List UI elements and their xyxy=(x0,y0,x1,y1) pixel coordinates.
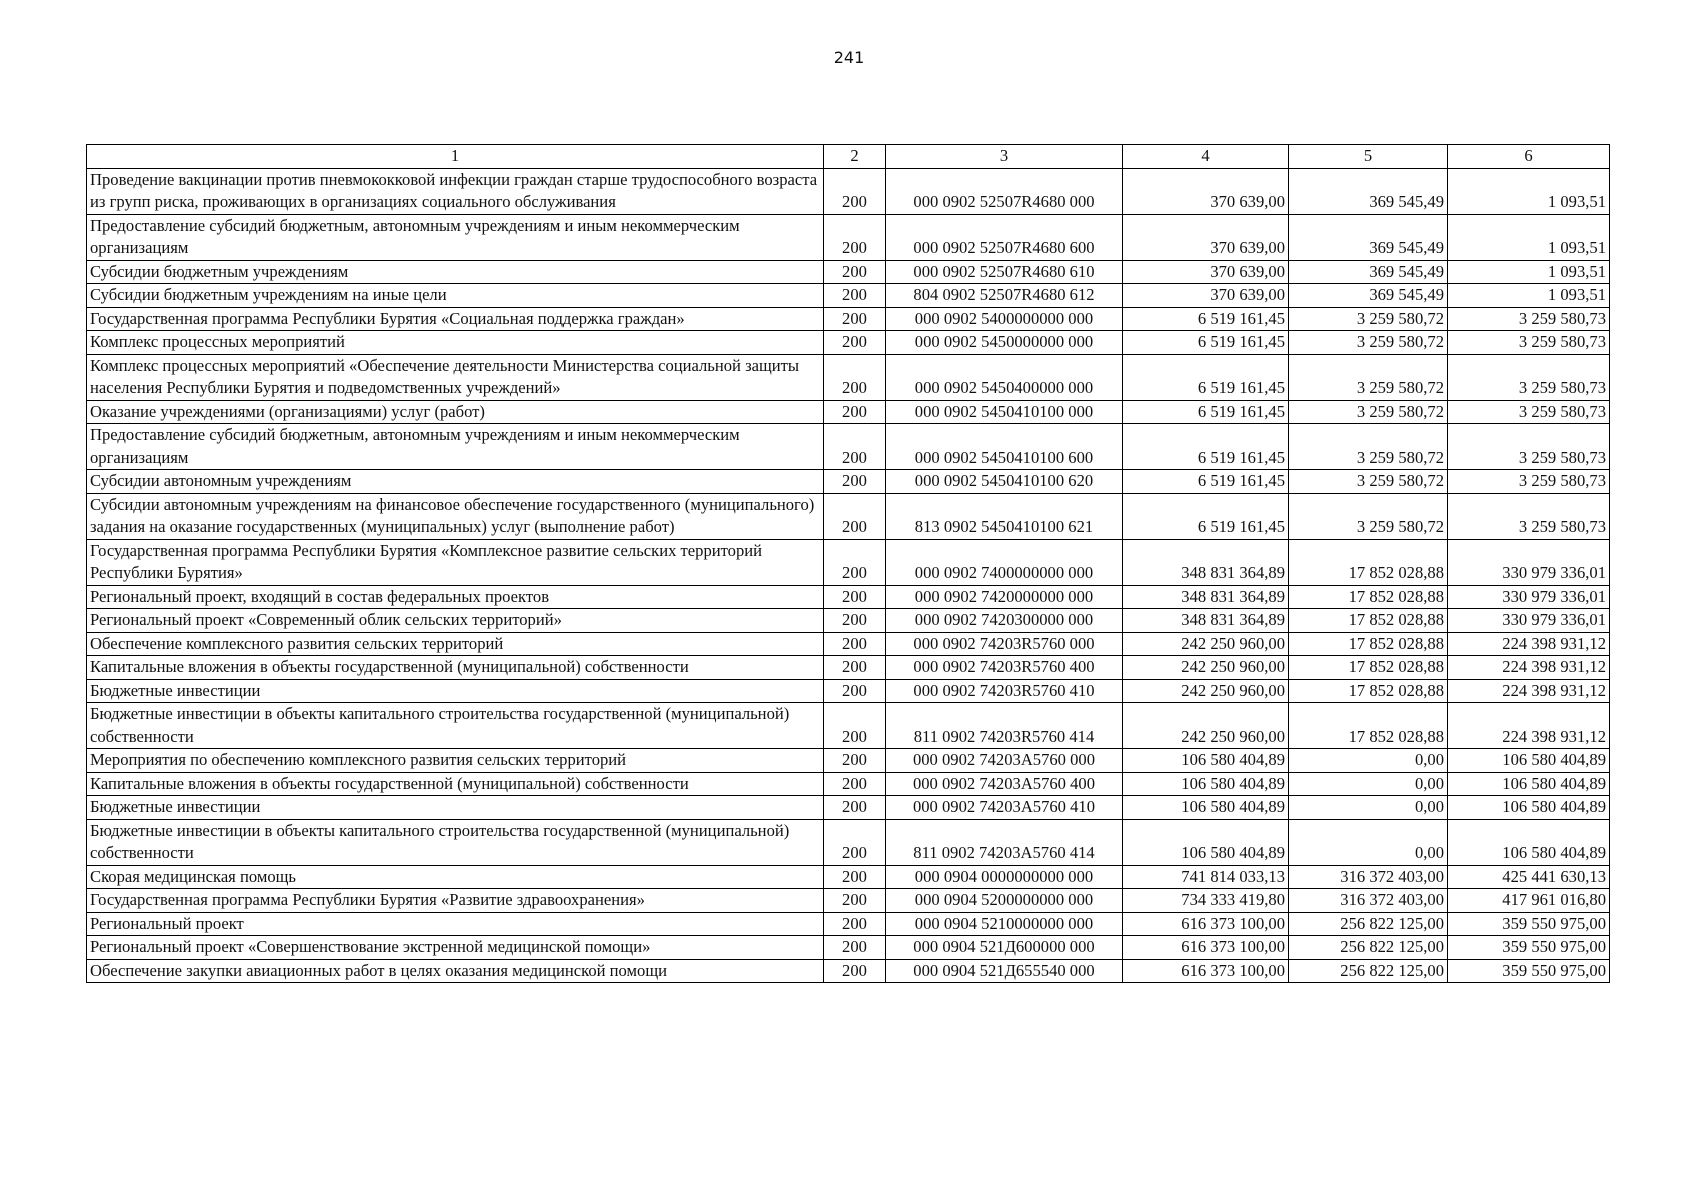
row-amount-cell: 734 333 419,80 xyxy=(1123,889,1289,913)
table-row xyxy=(87,772,1610,796)
row-section-cell: 200 xyxy=(824,656,886,680)
row-amount-cell: 6 519 161,45 xyxy=(1123,424,1289,470)
row-name-cell: Региональный проект «Совершенствование экстренной медицинской помощи» xyxy=(87,936,824,960)
row-amount-cell: 3 259 580,73 xyxy=(1448,493,1610,539)
row-amount-cell: 6 519 161,45 xyxy=(1123,331,1289,355)
row-amount-cell: 3 259 580,73 xyxy=(1448,424,1610,470)
row-section-cell: 200 xyxy=(824,260,886,284)
row-name-cell: Обеспечение закупки авиационных работ в целях оказания медицинской помощи xyxy=(87,959,824,983)
column-header: 3 xyxy=(886,145,1123,169)
row-code-cell: 811 0902 74203R5760 414 xyxy=(886,703,1123,749)
row-amount-cell: 316 372 403,00 xyxy=(1289,889,1448,913)
row-name-cell: Бюджетные инвестиции в объекты капитального строительства государственной (муниципальной) собственности xyxy=(87,819,824,865)
row-amount-cell: 1 093,51 xyxy=(1448,260,1610,284)
row-amount-cell: 359 550 975,00 xyxy=(1448,912,1610,936)
row-name-cell: Комплекс процессных мероприятий «Обеспечение деятельности Министерства социальной защиты населения Республики Бурятия и подведомственных учреждений» xyxy=(87,354,824,400)
row-name-cell: Региональный проект xyxy=(87,912,824,936)
row-amount-cell: 106 580 404,89 xyxy=(1448,772,1610,796)
row-code-cell: 000 0902 5400000000 000 xyxy=(886,307,1123,331)
row-code-cell: 000 0902 5450410100 000 xyxy=(886,400,1123,424)
row-amount-cell: 17 852 028,88 xyxy=(1289,679,1448,703)
row-name-cell: Проведение вакцинации против пневмококковой инфекции граждан старше трудоспособного возраста из групп риска, проживающих в организациях социального обслуживания xyxy=(87,168,824,214)
table-row xyxy=(87,400,1610,424)
row-amount-cell: 741 814 033,13 xyxy=(1123,865,1289,889)
column-header: 2 xyxy=(824,145,886,169)
row-section-cell: 200 xyxy=(824,284,886,308)
row-amount-cell: 348 831 364,89 xyxy=(1123,585,1289,609)
row-section-cell: 200 xyxy=(824,354,886,400)
table-row xyxy=(87,260,1610,284)
column-header: 5 xyxy=(1289,145,1448,169)
row-amount-cell: 6 519 161,45 xyxy=(1123,400,1289,424)
row-code-cell: 000 0902 5450000000 000 xyxy=(886,331,1123,355)
row-amount-cell: 1 093,51 xyxy=(1448,284,1610,308)
row-name-cell: Региональный проект «Современный облик сельских территорий» xyxy=(87,609,824,633)
row-section-cell: 200 xyxy=(824,609,886,633)
row-amount-cell: 0,00 xyxy=(1289,749,1448,773)
row-amount-cell: 6 519 161,45 xyxy=(1123,354,1289,400)
row-amount-cell: 3 259 580,73 xyxy=(1448,400,1610,424)
row-amount-cell: 256 822 125,00 xyxy=(1289,912,1448,936)
row-amount-cell: 348 831 364,89 xyxy=(1123,609,1289,633)
row-amount-cell: 106 580 404,89 xyxy=(1448,749,1610,773)
row-name-cell: Бюджетные инвестиции в объекты капитального строительства государственной (муниципальной) собственности xyxy=(87,703,824,749)
row-name-cell: Обеспечение комплексного развития сельских территорий xyxy=(87,632,824,656)
table-row xyxy=(87,936,1610,960)
table-row xyxy=(87,656,1610,680)
table-row xyxy=(87,959,1610,983)
row-amount-cell: 256 822 125,00 xyxy=(1289,936,1448,960)
row-section-cell: 200 xyxy=(824,865,886,889)
row-section-cell: 200 xyxy=(824,214,886,260)
row-name-cell: Бюджетные инвестиции xyxy=(87,679,824,703)
row-section-cell: 200 xyxy=(824,959,886,983)
table-row xyxy=(87,307,1610,331)
row-name-cell: Субсидии бюджетным учреждениям xyxy=(87,260,824,284)
row-code-cell: 000 0902 7420000000 000 xyxy=(886,585,1123,609)
row-section-cell: 200 xyxy=(824,796,886,820)
row-amount-cell: 17 852 028,88 xyxy=(1289,539,1448,585)
column-header: 4 xyxy=(1123,145,1289,169)
table-row xyxy=(87,424,1610,470)
row-code-cell: 000 0902 74203R5760 410 xyxy=(886,679,1123,703)
row-amount-cell: 3 259 580,73 xyxy=(1448,331,1610,355)
row-section-cell: 200 xyxy=(824,679,886,703)
table-row xyxy=(87,865,1610,889)
row-name-cell: Предоставление субсидий бюджетным, автономным учреждениям и иным некоммерческим организациям xyxy=(87,424,824,470)
column-header: 6 xyxy=(1448,145,1610,169)
row-amount-cell: 242 250 960,00 xyxy=(1123,703,1289,749)
row-amount-cell: 370 639,00 xyxy=(1123,214,1289,260)
table-row xyxy=(87,585,1610,609)
row-code-cell: 000 0904 0000000000 000 xyxy=(886,865,1123,889)
row-amount-cell: 106 580 404,89 xyxy=(1448,796,1610,820)
row-name-cell: Бюджетные инвестиции xyxy=(87,796,824,820)
row-code-cell: 811 0902 74203A5760 414 xyxy=(886,819,1123,865)
row-amount-cell: 106 580 404,89 xyxy=(1123,749,1289,773)
page-number: 241 xyxy=(833,48,865,67)
table-row xyxy=(87,749,1610,773)
row-code-cell: 000 0904 5200000000 000 xyxy=(886,889,1123,913)
table-row xyxy=(87,679,1610,703)
row-code-cell: 000 0902 5450410100 600 xyxy=(886,424,1123,470)
row-code-cell: 000 0902 7420300000 000 xyxy=(886,609,1123,633)
row-amount-cell: 3 259 580,72 xyxy=(1289,493,1448,539)
row-amount-cell: 1 093,51 xyxy=(1448,214,1610,260)
row-section-cell: 200 xyxy=(824,819,886,865)
table-row xyxy=(87,354,1610,400)
row-code-cell: 000 0902 74203A5760 400 xyxy=(886,772,1123,796)
row-amount-cell: 6 519 161,45 xyxy=(1123,470,1289,494)
row-amount-cell: 330 979 336,01 xyxy=(1448,539,1610,585)
table-row xyxy=(87,912,1610,936)
row-amount-cell: 242 250 960,00 xyxy=(1123,656,1289,680)
row-code-cell: 000 0902 52507R4680 600 xyxy=(886,214,1123,260)
table-row xyxy=(87,632,1610,656)
row-amount-cell: 106 580 404,89 xyxy=(1123,772,1289,796)
row-name-cell: Субсидии автономным учреждениям на финансовое обеспечение государственного (муниципального) задания на оказание государственных (муниципальных) услуг (выполнение работ) xyxy=(87,493,824,539)
row-code-cell: 000 0902 52507R4680 610 xyxy=(886,260,1123,284)
row-section-cell: 200 xyxy=(824,936,886,960)
row-amount-cell: 0,00 xyxy=(1289,819,1448,865)
row-section-cell: 200 xyxy=(824,772,886,796)
table-row xyxy=(87,539,1610,585)
row-code-cell: 000 0902 74203A5760 410 xyxy=(886,796,1123,820)
row-amount-cell: 17 852 028,88 xyxy=(1289,656,1448,680)
row-section-cell: 200 xyxy=(824,307,886,331)
column-header: 1 xyxy=(87,145,824,169)
row-amount-cell: 3 259 580,72 xyxy=(1289,424,1448,470)
row-amount-cell: 369 545,49 xyxy=(1289,214,1448,260)
row-section-cell: 200 xyxy=(824,539,886,585)
row-code-cell: 000 0904 5210000000 000 xyxy=(886,912,1123,936)
row-amount-cell: 17 852 028,88 xyxy=(1289,609,1448,633)
row-amount-cell: 242 250 960,00 xyxy=(1123,632,1289,656)
row-section-cell: 200 xyxy=(824,703,886,749)
table-row xyxy=(87,889,1610,913)
row-amount-cell: 330 979 336,01 xyxy=(1448,609,1610,633)
row-amount-cell: 370 639,00 xyxy=(1123,168,1289,214)
row-code-cell: 000 0902 74203R5760 400 xyxy=(886,656,1123,680)
row-amount-cell: 224 398 931,12 xyxy=(1448,703,1610,749)
table-row xyxy=(87,470,1610,494)
row-code-cell: 804 0902 52507R4680 612 xyxy=(886,284,1123,308)
row-section-cell: 200 xyxy=(824,912,886,936)
row-code-cell: 000 0902 5450410100 620 xyxy=(886,470,1123,494)
row-section-cell: 200 xyxy=(824,749,886,773)
row-amount-cell: 348 831 364,89 xyxy=(1123,539,1289,585)
row-section-cell: 200 xyxy=(824,585,886,609)
row-code-cell: 000 0904 521Д655540 000 xyxy=(886,959,1123,983)
table-row xyxy=(87,168,1610,214)
row-amount-cell: 425 441 630,13 xyxy=(1448,865,1610,889)
row-name-cell: Оказание учреждениями (организациями) услуг (работ) xyxy=(87,400,824,424)
row-amount-cell: 242 250 960,00 xyxy=(1123,679,1289,703)
row-code-cell: 000 0902 74203R5760 000 xyxy=(886,632,1123,656)
row-section-cell: 200 xyxy=(824,424,886,470)
row-amount-cell: 370 639,00 xyxy=(1123,284,1289,308)
row-amount-cell: 17 852 028,88 xyxy=(1289,703,1448,749)
row-amount-cell: 106 580 404,89 xyxy=(1448,819,1610,865)
row-name-cell: Субсидии бюджетным учреждениям на иные цели xyxy=(87,284,824,308)
row-name-cell: Государственная программа Республики Бурятия «Развитие здравоохранения» xyxy=(87,889,824,913)
row-amount-cell: 0,00 xyxy=(1289,772,1448,796)
row-name-cell: Предоставление субсидий бюджетным, автономным учреждениям и иным некоммерческим организациям xyxy=(87,214,824,260)
table-row xyxy=(87,609,1610,633)
row-amount-cell: 330 979 336,01 xyxy=(1448,585,1610,609)
row-section-cell: 200 xyxy=(824,168,886,214)
row-amount-cell: 369 545,49 xyxy=(1289,284,1448,308)
table-row xyxy=(87,703,1610,749)
row-name-cell: Региональный проект, входящий в состав федеральных проектов xyxy=(87,585,824,609)
table-row xyxy=(87,284,1610,308)
row-amount-cell: 616 373 100,00 xyxy=(1123,912,1289,936)
row-code-cell: 000 0902 5450400000 000 xyxy=(886,354,1123,400)
table-row xyxy=(87,214,1610,260)
row-name-cell: Мероприятия по обеспечению комплексного развития сельских территорий xyxy=(87,749,824,773)
row-amount-cell: 3 259 580,73 xyxy=(1448,470,1610,494)
row-amount-cell: 6 519 161,45 xyxy=(1123,307,1289,331)
header-row xyxy=(87,145,1610,169)
row-amount-cell: 6 519 161,45 xyxy=(1123,493,1289,539)
table-row xyxy=(87,493,1610,539)
row-code-cell: 000 0902 52507R4680 000 xyxy=(886,168,1123,214)
row-amount-cell: 0,00 xyxy=(1289,796,1448,820)
row-name-cell: Комплекс процессных мероприятий xyxy=(87,331,824,355)
row-amount-cell: 3 259 580,72 xyxy=(1289,400,1448,424)
row-section-cell: 200 xyxy=(824,470,886,494)
row-amount-cell: 316 372 403,00 xyxy=(1289,865,1448,889)
row-section-cell: 200 xyxy=(824,493,886,539)
row-amount-cell: 616 373 100,00 xyxy=(1123,936,1289,960)
row-name-cell: Государственная программа Республики Бурятия «Социальная поддержка граждан» xyxy=(87,307,824,331)
row-code-cell: 000 0902 7400000000 000 xyxy=(886,539,1123,585)
row-amount-cell: 359 550 975,00 xyxy=(1448,959,1610,983)
row-amount-cell: 224 398 931,12 xyxy=(1448,632,1610,656)
row-amount-cell: 369 545,49 xyxy=(1289,168,1448,214)
row-amount-cell: 106 580 404,89 xyxy=(1123,819,1289,865)
row-amount-cell: 616 373 100,00 xyxy=(1123,959,1289,983)
row-amount-cell: 3 259 580,72 xyxy=(1289,307,1448,331)
row-amount-cell: 224 398 931,12 xyxy=(1448,656,1610,680)
row-amount-cell: 3 259 580,72 xyxy=(1289,470,1448,494)
table-row xyxy=(87,796,1610,820)
row-name-cell: Капитальные вложения в объекты государственной (муниципальной) собственности xyxy=(87,772,824,796)
row-amount-cell: 17 852 028,88 xyxy=(1289,632,1448,656)
row-amount-cell: 3 259 580,73 xyxy=(1448,354,1610,400)
row-amount-cell: 17 852 028,88 xyxy=(1289,585,1448,609)
table-row xyxy=(87,331,1610,355)
row-amount-cell: 224 398 931,12 xyxy=(1448,679,1610,703)
row-amount-cell: 3 259 580,72 xyxy=(1289,331,1448,355)
row-amount-cell: 417 961 016,80 xyxy=(1448,889,1610,913)
row-amount-cell: 3 259 580,73 xyxy=(1448,307,1610,331)
row-name-cell: Государственная программа Республики Бурятия «Комплексное развитие сельских территорий Республики Бурятия» xyxy=(87,539,824,585)
row-section-cell: 200 xyxy=(824,889,886,913)
row-amount-cell: 1 093,51 xyxy=(1448,168,1610,214)
row-amount-cell: 370 639,00 xyxy=(1123,260,1289,284)
row-amount-cell: 256 822 125,00 xyxy=(1289,959,1448,983)
row-amount-cell: 3 259 580,72 xyxy=(1289,354,1448,400)
row-name-cell: Скорая медицинская помощь xyxy=(87,865,824,889)
row-amount-cell: 359 550 975,00 xyxy=(1448,936,1610,960)
row-code-cell: 000 0904 521Д600000 000 xyxy=(886,936,1123,960)
row-section-cell: 200 xyxy=(824,400,886,424)
budget-table xyxy=(86,144,1610,983)
row-code-cell: 000 0902 74203A5760 000 xyxy=(886,749,1123,773)
table-body xyxy=(87,168,1610,983)
row-section-cell: 200 xyxy=(824,331,886,355)
row-amount-cell: 106 580 404,89 xyxy=(1123,796,1289,820)
row-name-cell: Субсидии автономным учреждениям xyxy=(87,470,824,494)
table-row xyxy=(87,819,1610,865)
row-amount-cell: 369 545,49 xyxy=(1289,260,1448,284)
row-code-cell: 813 0902 5450410100 621 xyxy=(886,493,1123,539)
row-name-cell: Капитальные вложения в объекты государственной (муниципальной) собственности xyxy=(87,656,824,680)
row-section-cell: 200 xyxy=(824,632,886,656)
